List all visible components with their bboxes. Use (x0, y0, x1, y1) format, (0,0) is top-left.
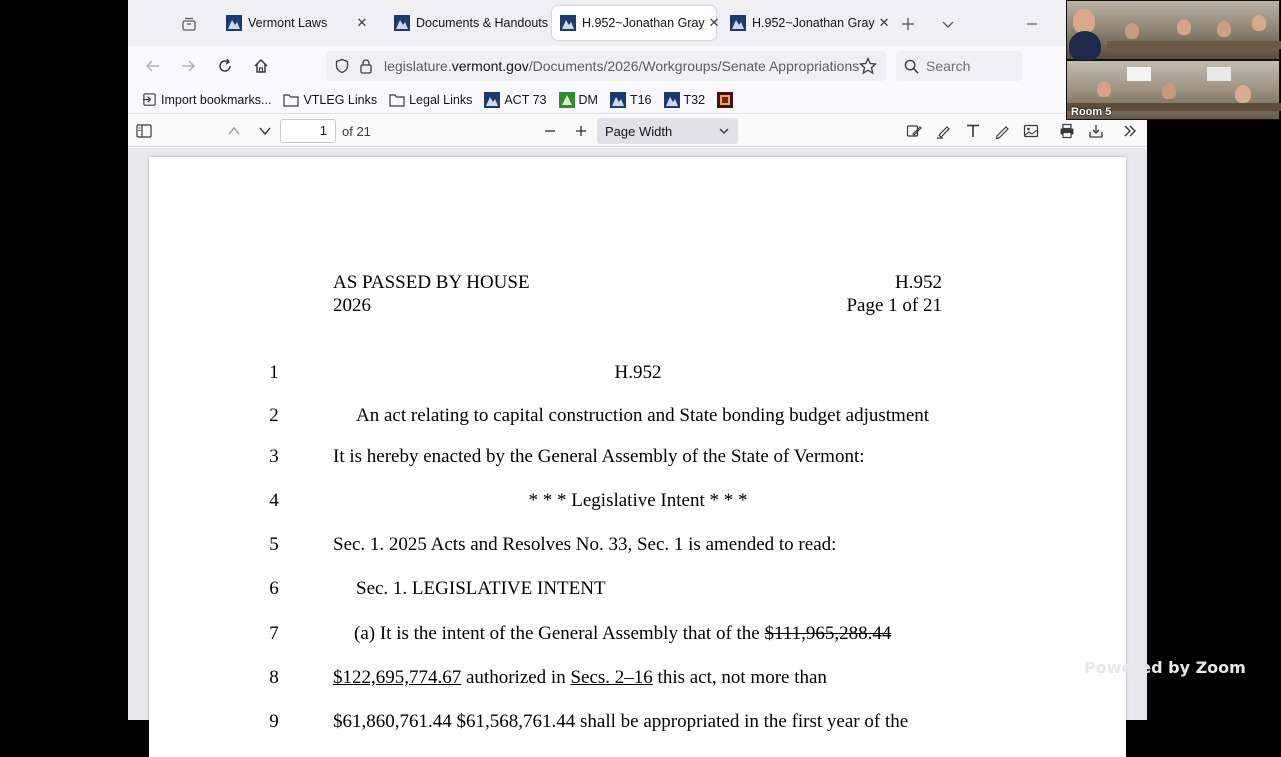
folder-icon (283, 93, 299, 107)
browser-window (128, 0, 1147, 732)
add-image-icon[interactable] (1019, 119, 1043, 143)
zoom-select-value: Page Width (605, 123, 673, 139)
dm-favicon (559, 92, 575, 108)
chevron-down-icon (718, 125, 730, 137)
zoom-video-panel[interactable] (1066, 0, 1280, 120)
bookmark-t16[interactable] (610, 92, 652, 108)
close-icon[interactable]: ✕ (708, 15, 720, 30)
header-status: AS PASSED BY HOUSE (333, 272, 530, 293)
forward-arrow-icon[interactable] (176, 54, 200, 78)
reload-icon[interactable] (213, 54, 237, 78)
minimize-icon[interactable] (1021, 13, 1043, 35)
bookmarks-toolbar (128, 86, 1147, 114)
pdf-viewer[interactable] (128, 148, 1147, 732)
bookmark-label: DM (578, 92, 598, 107)
new-tab-icon[interactable] (897, 13, 919, 35)
zoom-select[interactable] (597, 118, 738, 144)
line-number: 3 (269, 446, 279, 467)
close-icon[interactable]: ✕ (356, 15, 368, 30)
draw-pencil-icon[interactable] (990, 119, 1014, 143)
tab-documents-handouts[interactable] (386, 6, 549, 40)
vermont-favicon (730, 15, 746, 31)
bookmark-label: T16 (629, 92, 652, 107)
page-number-input[interactable]: 1 (280, 119, 336, 143)
section-text (333, 667, 827, 689)
bookmark-t32[interactable] (664, 92, 706, 108)
bookmark-folder-legal[interactable] (389, 93, 472, 107)
url-bar[interactable] (326, 51, 886, 81)
url-domain: vermont.gov (451, 58, 529, 74)
shield-icon[interactable] (330, 58, 354, 74)
zoom-video-tile[interactable] (1066, 60, 1280, 120)
vermont-favicon (610, 92, 626, 108)
line-number: 2 (269, 405, 279, 426)
vermont-favicon (226, 15, 242, 31)
tab-vermont-laws[interactable] (218, 6, 378, 40)
bookmark-dm[interactable] (559, 92, 598, 108)
back-arrow-icon[interactable] (141, 54, 165, 78)
tab-strip (128, 0, 1147, 46)
double-chevron-right-icon[interactable] (1118, 119, 1142, 143)
line-number: 8 (269, 667, 279, 688)
zoom-out-icon[interactable] (538, 119, 562, 143)
bookmark-act73[interactable] (484, 92, 546, 108)
pdf-toolbar (128, 115, 1147, 147)
previous-page-icon[interactable] (222, 119, 246, 143)
text-run: (a) It is the intent of the General Assembly that of the (354, 623, 765, 644)
line-number: 6 (269, 578, 279, 599)
zoom-video-tile[interactable] (1066, 0, 1280, 60)
vermont-favicon (560, 15, 576, 31)
section-title: Sec. 1. LEGISLATIVE INTENT (356, 578, 606, 599)
line-number: 4 (269, 490, 279, 511)
header-page-info: Page 1 of 21 (846, 295, 942, 316)
zoom-room-label: Room 5 (1071, 106, 1112, 118)
page-count: of 21 (342, 124, 371, 139)
act-description: An act relating to capital construction and State bonding budget adjustment (356, 405, 930, 426)
vermont-favicon (394, 15, 410, 31)
tab-h952-active[interactable] (552, 6, 720, 40)
folder-icon (389, 93, 405, 107)
next-page-icon[interactable] (253, 119, 277, 143)
bookmark-folder-vtleg[interactable] (283, 93, 377, 107)
vermont-favicon (664, 92, 680, 108)
zoom-watermark: Powered by Zoom (1084, 658, 1246, 677)
section-text: Sec. 1. 2025 Acts and Resolves No. 33, Sec. 1 is amended to read: (333, 534, 837, 555)
bookmark-label: VTLEG Links (303, 92, 378, 107)
enacting-clause: It is hereby enacted by the General Assembly of the State of Vermont: (333, 446, 865, 467)
inserted-amount: $122,695,774.67 (333, 667, 462, 688)
struck-amount: $111,965,288.44 (764, 623, 892, 644)
url-text[interactable] (384, 58, 860, 74)
chevron-down-icon[interactable] (937, 13, 959, 35)
tab-label: Vermont Laws (248, 16, 328, 30)
text-run: this act, not more than (652, 667, 827, 688)
bookmark-label: ACT 73 (504, 92, 547, 107)
save-download-icon[interactable] (1084, 119, 1108, 143)
tab-h952[interactable] (722, 6, 890, 40)
section-text (354, 623, 891, 645)
vermont-favicon (484, 92, 500, 108)
text-tool-icon[interactable] (961, 119, 985, 143)
tab-label: Documents & Handouts (416, 16, 549, 30)
bill-title: H.952 (614, 362, 662, 383)
bookmark-label: Legal Links (409, 92, 473, 107)
section-heading: * * * Legislative Intent * * * (528, 490, 748, 511)
bookmark-label: T32 (683, 92, 706, 107)
url-path: /Documents/2026/Workgroups/Senate Appropriations (528, 58, 860, 74)
url-prefix: legislature. (384, 58, 452, 74)
print-icon[interactable] (1055, 119, 1079, 143)
text-run: authorized in (461, 667, 571, 688)
line-number: 7 (269, 623, 279, 644)
line-number: 1 (269, 362, 279, 383)
bookmark-import[interactable] (142, 92, 271, 107)
bookmark-favicon (717, 92, 733, 108)
tab-label: H.952~Jonathan Gray (582, 16, 705, 30)
line-number: 9 (269, 711, 279, 732)
bookmark-label: Import bookmarks... (161, 92, 272, 107)
line-number: 5 (269, 534, 279, 555)
text-highlight-icon[interactable] (902, 119, 926, 143)
bookmark-unnamed[interactable] (717, 92, 737, 108)
close-icon[interactable]: ✕ (878, 15, 890, 30)
tab-list-icon[interactable] (178, 13, 200, 35)
import-icon (142, 92, 157, 107)
header-bill-number: H.952 (895, 272, 942, 293)
home-icon[interactable] (249, 54, 273, 78)
search-box[interactable] (896, 51, 1022, 81)
sidebar-toggle-icon[interactable] (132, 119, 156, 143)
tab-label: H.952~Jonathan Gray (752, 16, 875, 30)
header-year: 2026 (333, 295, 371, 316)
search-placeholder: Search (926, 58, 971, 74)
star-bookmark-icon[interactable] (856, 57, 880, 75)
navigation-bar (128, 46, 1147, 86)
highlight-pen-icon[interactable] (931, 119, 955, 143)
lock-icon[interactable] (354, 58, 378, 74)
search-icon (904, 59, 919, 74)
zoom-in-icon[interactable] (569, 119, 593, 143)
inserted-reference: Secs. 2–16 (570, 667, 653, 688)
pdf-page (149, 157, 1126, 757)
section-text: $61,860,761.44 $61,568,761.44 shall be appropriated in the first year of the (333, 711, 909, 732)
